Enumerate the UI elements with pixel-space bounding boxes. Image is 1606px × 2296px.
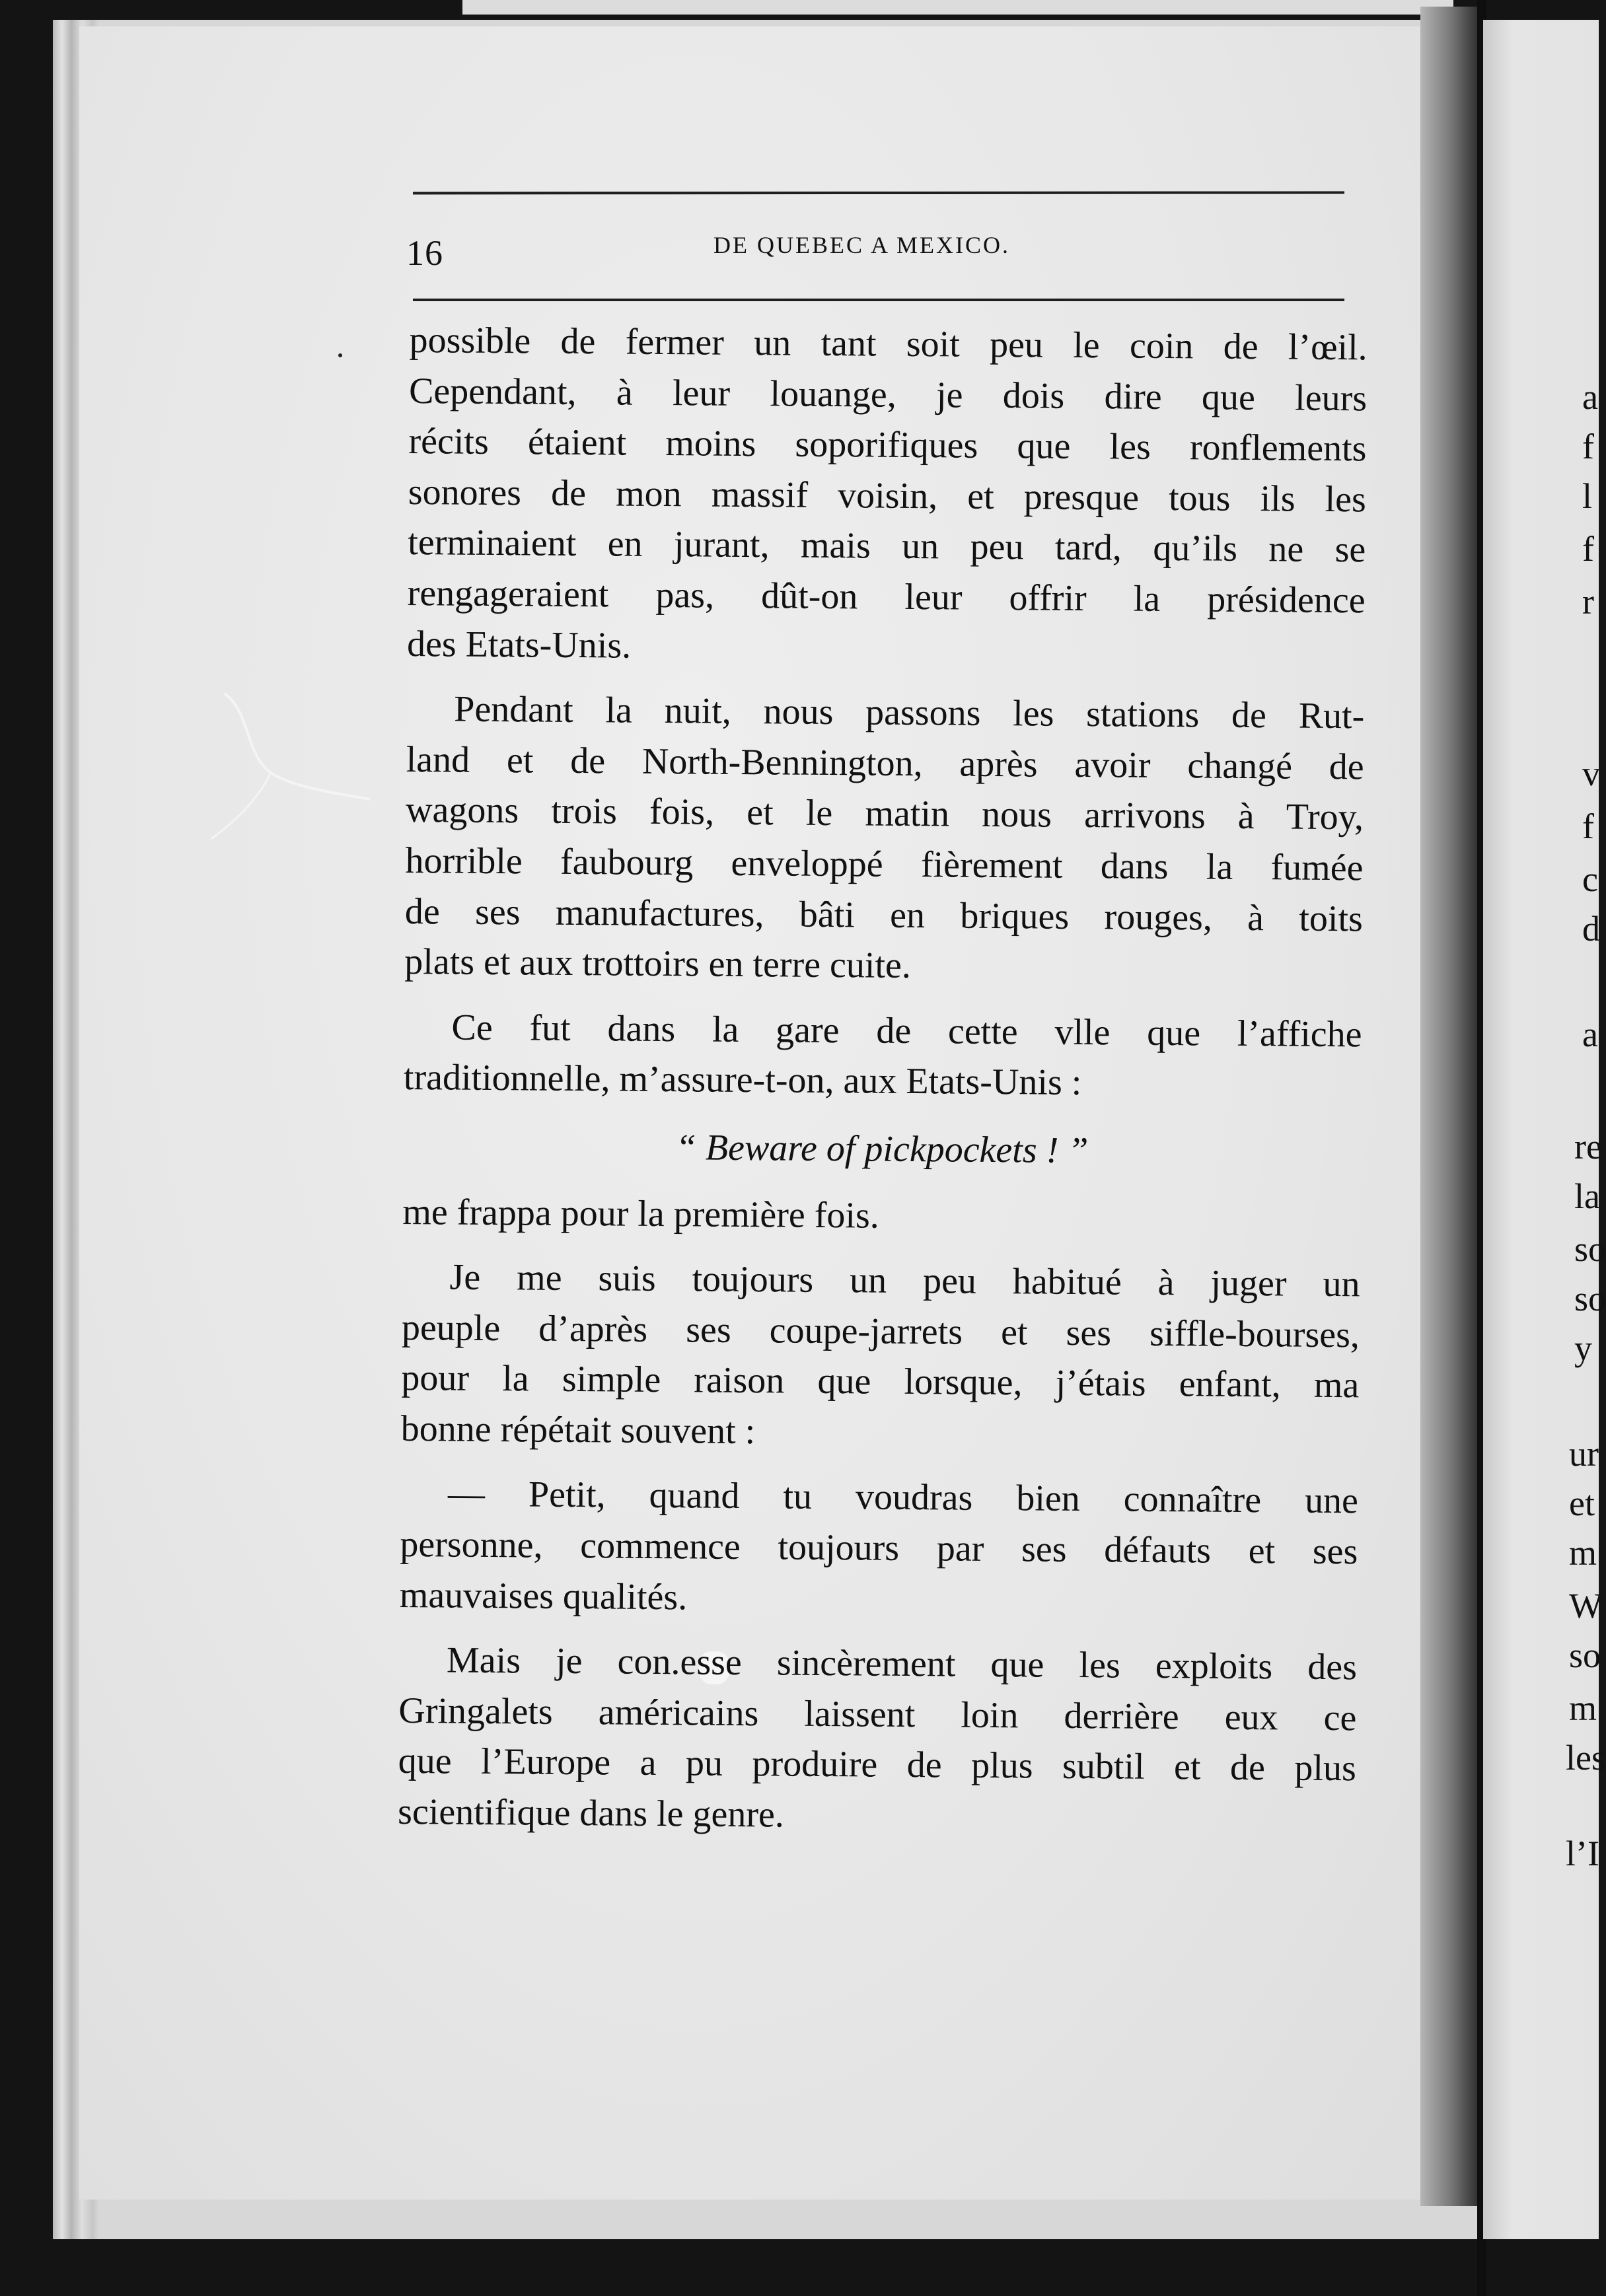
text-line: possible de fermer un tant soit peu le coin de l’œil. (409, 319, 1368, 369)
page-number: 16 (406, 233, 443, 273)
header-rule-bottom (413, 299, 1344, 301)
text-line: rengageraient pas, dût-on leur offrir la présidence (407, 572, 1366, 622)
text-line: bonne répétait souvent : (400, 1408, 756, 1453)
facing-page-fragment: f (1582, 427, 1594, 466)
paragraph (398, 1635, 1357, 1845)
facing-page-fragment: so (1574, 1279, 1606, 1318)
facing-page (1483, 20, 1606, 2239)
margin-mark (338, 353, 342, 357)
text-line: des Etats-Unis. (406, 623, 632, 666)
pencil-mark (198, 674, 383, 845)
text-line: scientifique dans le genre. (397, 1791, 785, 1836)
text-line: sonores de mon massif voisin, et presque tous ils les (408, 471, 1367, 520)
facing-page-fragment: r (1582, 582, 1594, 622)
paragraph (402, 1186, 1361, 1244)
text-line: terminaient en jurant, mais un peu tard, qu’ils ne se (408, 522, 1366, 571)
text-line: Gringalets américains laissent loin derrière eux ce (398, 1690, 1357, 1739)
text-line: Mais je con.esse sincèrement que les exploits des (446, 1639, 1358, 1688)
paragraph (404, 684, 1365, 995)
facing-page-fragment: m (1569, 1533, 1597, 1573)
facing-page-fragment: l’I (1566, 1834, 1599, 1873)
text-line: plats et aux trottoirs en terre cuite. (404, 941, 912, 987)
paragraph (399, 1468, 1358, 1628)
facing-page-fragment: a (1582, 377, 1598, 417)
text-line: horrible faubourg enveloppé fièrement dans la fumée (405, 840, 1364, 889)
body-text (398, 315, 1368, 1845)
text-line: peuple d’après ses coupe-jarrets et ses siffle-bourses, (401, 1307, 1360, 1356)
text-line: Cependant, à leur louange, je dois dire que leurs (408, 370, 1368, 419)
facing-page-fragment: d (1582, 909, 1600, 949)
facing-page-fragment: et (1569, 1484, 1595, 1523)
text-line: me frappa pour la première fois. (402, 1191, 880, 1237)
text-line: — Petit, quand tu voudras bien connaître une (447, 1473, 1359, 1522)
text-line: de ses manufactures, bâti en briques rouges, à toits (404, 890, 1364, 939)
facing-page-fragment: l (1582, 476, 1593, 516)
text-line: Ce fut dans la gare de cette vlle que l’affiche (451, 1007, 1362, 1056)
facing-page-fragment: les (1566, 1738, 1605, 1777)
facing-page-fragment: la (1574, 1176, 1600, 1216)
text-line: que l’Europe a pu produire de plus subtil et de plus (398, 1740, 1357, 1789)
facing-page-fragment: m (1569, 1688, 1597, 1728)
running-title: DE QUEBEC A MEXICO. (713, 232, 1011, 258)
facing-page-fragment: c (1582, 859, 1598, 899)
text-line: traditionnelle, m’assure-t-on, aux Etats-Unis : (403, 1057, 1082, 1104)
quoted-sign: “ Beware of pickpockets ! ” (675, 1127, 1089, 1172)
facing-page-fragment: y (1574, 1328, 1592, 1368)
text-line: Je me suis toujours un peu habitué à juger un (449, 1256, 1360, 1305)
paragraph (404, 1002, 1362, 1111)
text-line: land et de North-Bennington, après avoir changé de (406, 738, 1364, 788)
text-line: wagons trois fois, et le matin nous arrivons à Troy, (405, 789, 1364, 838)
facing-page-top-edge (462, 0, 1453, 15)
text-line: personne, commence toujours par ses défauts et ses (400, 1524, 1358, 1573)
facing-page-fragment: so (1569, 1635, 1601, 1675)
text-line: pour la simple raison que lorsque, j’étais enfant, ma (401, 1357, 1360, 1406)
facing-page-fragment: f (1582, 529, 1594, 569)
gutter-shadow (1420, 7, 1480, 2206)
paragraph (400, 1252, 1360, 1462)
text-line: Pendant la nuit, nous passons les stations de Rut- (454, 688, 1365, 737)
facing-page-fragment: W (1569, 1586, 1603, 1626)
facing-page-fragment: f (1582, 807, 1594, 846)
facing-page-fragment: re (1574, 1127, 1602, 1166)
facing-page-fragment: a (1582, 1015, 1598, 1054)
facing-page-fragment: ur (1569, 1434, 1599, 1474)
text-line: mauvaises qualités. (399, 1574, 688, 1618)
text-line: récits étaient moins soporifiques que les ronflements (408, 421, 1367, 470)
facing-page-fragment: so (1574, 1229, 1606, 1269)
paragraph (407, 315, 1368, 677)
facing-page-fragment: v (1582, 754, 1600, 793)
